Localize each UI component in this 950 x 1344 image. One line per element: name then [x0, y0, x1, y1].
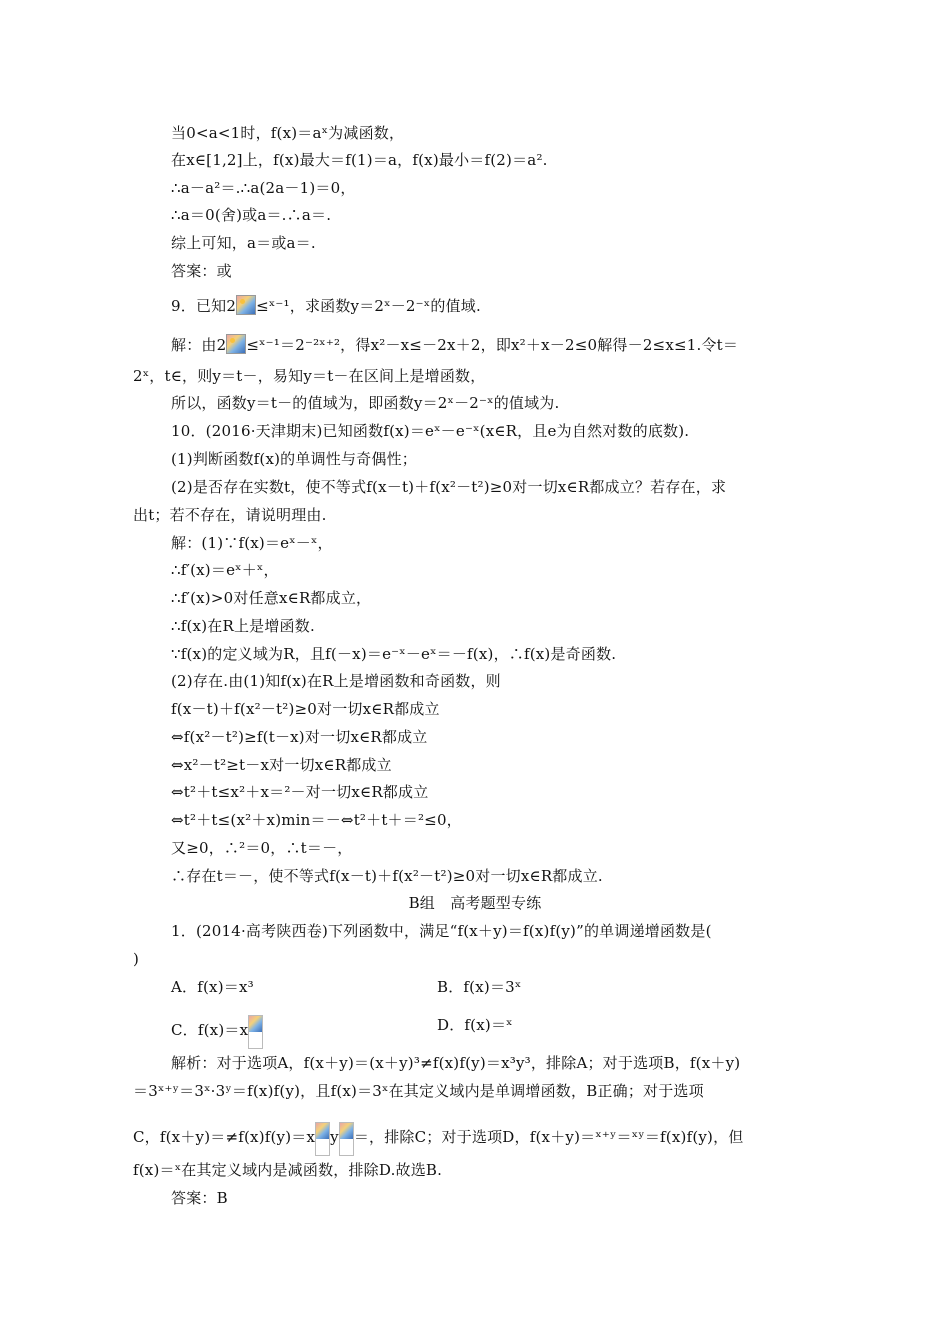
- explanation-text-c: ＝，排除C；对于选项D，f(x＋y)＝ˣ⁺ʸ＝ˣʸ＝f(x)f(y)，但: [353, 1128, 744, 1146]
- answer-line: 答案：B: [171, 1189, 228, 1207]
- text-line: ∴a＝0(舍)或a＝.∴a＝.: [171, 206, 332, 224]
- formula-image-icon: [339, 1122, 354, 1156]
- text-line: 在x∈[1,2]上，f(x)最大＝f(1)＝a，f(x)最小＝f(2)＝a².: [171, 151, 548, 169]
- text-line: ⇔x²－t²≥t－x对一切x∈R都成立: [171, 756, 392, 774]
- explanation-line: ＝3ˣ⁺ʸ＝3ˣ·3ʸ＝f(x)f(y)，且f(x)＝3ˣ在其定义域内是单调增函数，B正确；对于选项: [133, 1082, 704, 1100]
- solution-9-text-a: 解：由2: [171, 336, 227, 354]
- text-line: 综上可知，a＝或a＝.: [171, 234, 316, 252]
- explanation-text-a: C，f(x＋y)＝≠f(x)f(y)＝x: [133, 1128, 316, 1146]
- explanation-line: 解析：对于选项A，f(x＋y)＝(x＋y)³≠f(x)f(y)＝x³y³，排除A；对于选项B，f(x＋y): [171, 1054, 741, 1072]
- text-line: ⇔t²＋t≤(x²＋x)min＝－⇔t²＋t＋＝²≤0，: [171, 811, 462, 829]
- text-line: ∴f(x)在R上是增函数.: [171, 617, 315, 635]
- text-line: 2ˣ，t∈，则y＝t－，易知y＝t－在区间上是增函数，: [133, 367, 486, 385]
- text-line: (1)判断函数f(x)的单调性与奇偶性；: [171, 450, 417, 468]
- formula-image-icon: [315, 1122, 330, 1156]
- solution-9-text-b: ≤ˣ⁻¹＝2⁻²ˣ⁺²，得x²－x≤－2x＋2，即x²＋x－2≤0解得－2≤x≤1.令t＝: [246, 336, 739, 354]
- option-d: D．f(x)＝ˣ: [437, 1016, 513, 1034]
- text-line: 所以，函数y＝t－的值域为，即函数y＝2ˣ－2⁻ˣ的值域为.: [171, 394, 560, 412]
- formula-image-icon: [236, 295, 256, 315]
- option-a: A．f(x)＝x³: [171, 978, 254, 996]
- option-c: [171, 1015, 263, 1049]
- question-10: 10．(2016·天津期末)已知函数f(x)＝eˣ－e⁻ˣ(x∈R，且e为自然对数的底数).: [171, 422, 690, 440]
- text-line: (2)存在.由(1)知f(x)在R上是增函数和奇函数，则: [171, 672, 501, 690]
- solution-9: [171, 334, 738, 355]
- question-9: [171, 295, 481, 316]
- question-9-text-b: ≤ˣ⁻¹，求函数y＝2ˣ－2⁻ˣ的值域.: [256, 297, 481, 315]
- text-line: ∵f(x)的定义域为R，且f(－x)＝e⁻ˣ－eˣ＝－f(x)，∴f(x)是奇函数.: [171, 645, 617, 663]
- text-line: ⇔t²＋t≤x²＋x＝²－对一切x∈R都成立: [171, 783, 429, 801]
- text-line: ): [133, 950, 140, 968]
- text-line: ∴a－a²＝.∴a(2a－1)＝0，: [171, 179, 356, 197]
- text-line: f(x－t)＋f(x²－t²)≥0对一切x∈R都成立: [171, 700, 440, 718]
- question-b1: 1．(2014·高考陕西卷)下列函数中，满足“f(x＋y)＝f(x)f(y)”的单调递增函数是(: [171, 922, 712, 940]
- text-line: (2)是否存在实数t，使不等式f(x－t)＋f(x²－t²)≥0对一切x∈R都成立？若存在，求: [171, 478, 727, 496]
- text-line: 当0<a<1时，f(x)＝aˣ为减函数，: [171, 124, 405, 142]
- option-c-text: C．f(x)＝x: [171, 1021, 249, 1039]
- question-9-text-a: 9．已知2: [171, 297, 237, 315]
- text-line: ∴f′(x)>0对任意x∈R都成立，: [171, 589, 372, 607]
- option-b: B．f(x)＝3ˣ: [437, 978, 522, 996]
- text-line: ∴存在t＝－，使不等式f(x－t)＋f(x²－t²)≥0对一切x∈R都成立.: [171, 867, 603, 885]
- section-heading: B组 高考题型专练: [408, 894, 542, 912]
- text-line: 又≥0，∴²＝0，∴t＝－，: [171, 839, 353, 857]
- text-line: ∴f′(x)＝eˣ＋ˣ，: [171, 561, 279, 579]
- text-line: 出t；若不存在，请说明理由.: [133, 506, 327, 524]
- text-line: ⇔f(x²－t²)≥f(t－x)对一切x∈R都成立: [171, 728, 428, 746]
- formula-image-icon: [248, 1015, 263, 1049]
- explanation-text-b: y: [330, 1128, 339, 1146]
- explanation-line: [133, 1122, 744, 1156]
- explanation-line: f(x)＝ˣ在其定义域内是减函数，排除D.故选B.: [133, 1161, 443, 1179]
- formula-image-icon: [226, 334, 246, 354]
- answer-line: 答案：或: [171, 262, 232, 280]
- text-line: 解：(1)∵f(x)＝eˣ－ˣ，: [171, 534, 333, 552]
